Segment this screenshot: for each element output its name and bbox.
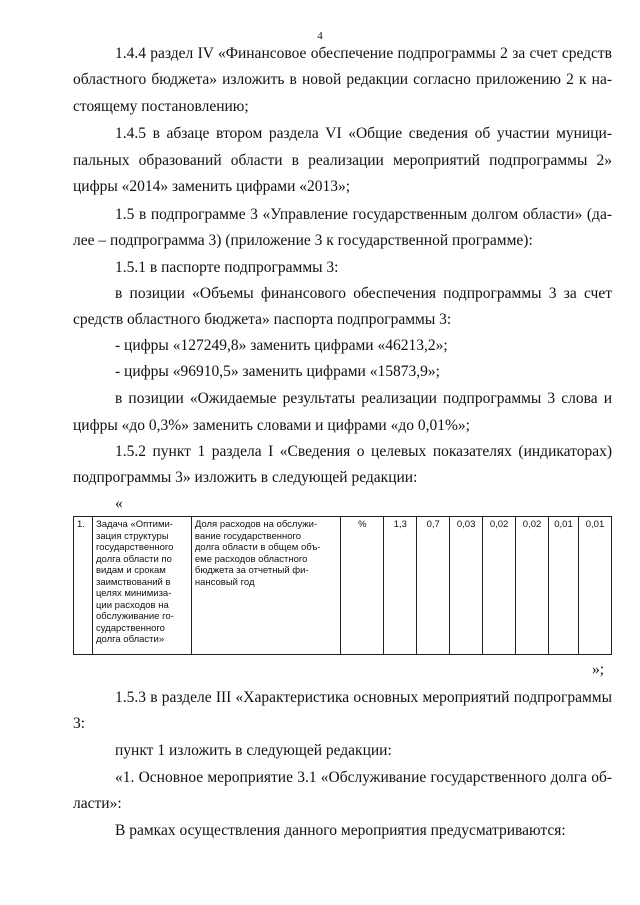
- paragraph-line: средств областного бюджета» паспорта подпрограммы 3:: [73, 311, 452, 328]
- indicator-line: нансовый год: [194, 576, 255, 588]
- paragraph-line: 1.4.4 раздел IV «Финансовое обеспечение подпрограммы 2 за счет средств: [115, 45, 612, 62]
- task-line: долга области по: [95, 553, 172, 565]
- task-line: ции расходов на: [95, 599, 169, 611]
- task-line: заимствований в: [95, 576, 171, 588]
- value-cell: 0,7: [417, 517, 450, 655]
- unit-cell: %: [341, 517, 384, 655]
- paragraph-line: «1. Основное мероприятие 3.1 «Обслуживание государственного долга об-: [115, 769, 612, 786]
- indicator-line: долга области в общем объ-: [194, 542, 321, 553]
- paragraph-line: пальных образований области в реализации мероприятий подпрограммы 2»: [73, 152, 612, 169]
- table-row: [74, 517, 612, 655]
- row-number-cell: 1.: [74, 517, 93, 655]
- close-quote: »;: [592, 661, 605, 678]
- task-cell: [92, 517, 191, 655]
- paragraph-line: 1.4.5 в абзаце втором раздела VI «Общие сведения об участии муници-: [115, 125, 612, 142]
- paragraph-line: В рамках осуществления данного мероприятия предусматриваются:: [115, 822, 566, 839]
- value-cell: 0,02: [483, 517, 516, 655]
- paragraph-line: стоящему постановлению;: [73, 98, 249, 115]
- paragraph-line: 3:: [73, 715, 86, 732]
- value-cell: 1,3: [384, 517, 417, 655]
- paragraph-line: цифры «2014» заменить цифрами «2013»;: [73, 178, 351, 195]
- paragraph-line: 1.5.3 в разделе III «Характеристика основных мероприятий подпрограммы: [115, 689, 612, 706]
- task-line: видам и срокам: [95, 565, 166, 576]
- task-line: долга области»: [95, 634, 165, 645]
- value-cell: 0,03: [450, 517, 483, 655]
- indicator-line: еме расходов областного: [194, 553, 308, 565]
- paragraph-line: лее – подпрограмма 3) (приложение 3 к государственной программе):: [73, 232, 533, 249]
- paragraph-line: пункт 1 изложить в следующей редакции:: [115, 742, 392, 759]
- indicator-line: Доля расходов на обслужи-: [194, 519, 318, 530]
- paragraph-line: - цифры «96910,5» заменить цифрами «15873,9»;: [115, 363, 440, 380]
- paragraph-line: 1.5.2 пункт 1 раздела I «Сведения о целевых показателях (индикаторах): [115, 443, 612, 460]
- task-line: обслуживание го-: [95, 611, 174, 622]
- open-quote: «: [115, 495, 123, 512]
- indicator-cell: [191, 517, 341, 655]
- page-number: 4: [317, 30, 323, 42]
- paragraph-line: в позиции «Ожидаемые результаты реализации подпрограммы 3 слова и: [115, 390, 612, 407]
- task-line: целях минимиза-: [95, 588, 172, 599]
- indicator-line: вание государственного: [194, 530, 302, 542]
- indicator-line: бюджета за отчетный фи-: [194, 565, 309, 576]
- task-line: Задача «Оптими-: [95, 519, 173, 530]
- value-cell: 0,02: [516, 517, 549, 655]
- paragraph-line: областного бюджета» изложить в новой редакции согласно приложению 2 к на-: [73, 71, 612, 88]
- paragraph-line: 1.5 в подпрограмме 3 «Управление государственным долгом области» (да-: [115, 206, 612, 223]
- value-cell: 0,01: [549, 517, 579, 655]
- paragraph-line: ласти»:: [73, 795, 122, 812]
- value-cell: 0,01: [578, 517, 611, 655]
- paragraph-line: подпрограммы 3» изложить в следующей редакции:: [73, 469, 418, 486]
- paragraph-line: цифры «до 0,3%» заменить словами и цифрами «до 0,01%»;: [73, 417, 470, 434]
- task-line: государственного: [95, 542, 174, 553]
- paragraph-line: - цифры «127249,8» заменить цифрами «46213,2»;: [115, 337, 448, 354]
- paragraph-line: 1.5.1 в паспорте подпрограммы 3:: [115, 259, 339, 276]
- task-line: сударственного: [95, 622, 165, 634]
- paragraph-line: в позиции «Объемы финансового обеспечения подпрограммы 3 за счет: [115, 285, 612, 302]
- task-line: зация структуры: [95, 530, 169, 542]
- indicators-table: [73, 516, 612, 655]
